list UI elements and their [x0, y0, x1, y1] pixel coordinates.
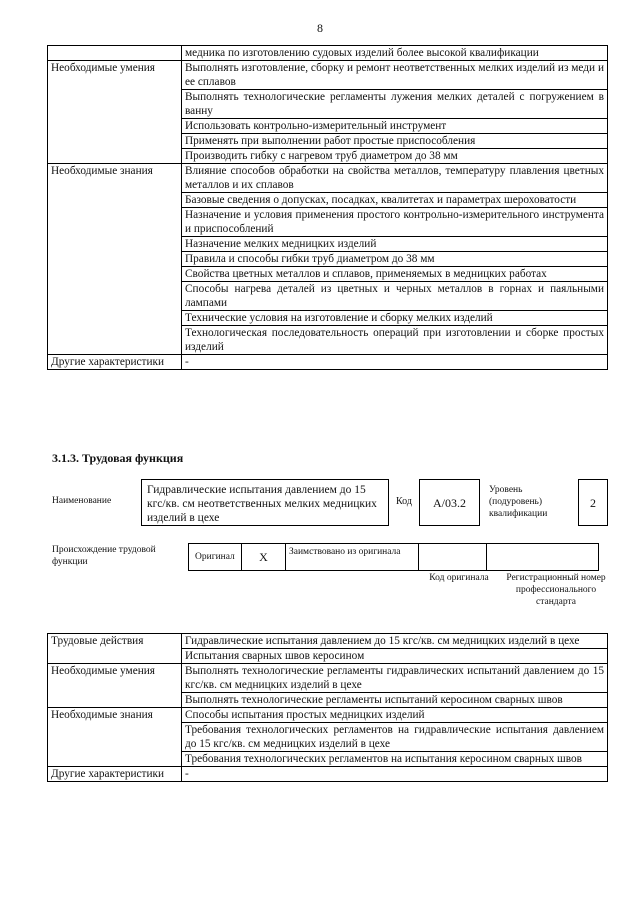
- row-item: Испытания сварных швов керосином: [182, 649, 608, 664]
- row-label: Необходимые знания: [48, 708, 182, 767]
- row-item: Способы испытания простых медницких изделий: [182, 708, 608, 723]
- competency-table-2: [47, 633, 608, 782]
- reg-number-caption: Регистрационный номер профессионального стандарта: [506, 573, 606, 607]
- table-row: [48, 46, 608, 61]
- row-item: медника по изготовлению судовых изделий более высокой квалификации: [182, 46, 608, 61]
- row-label: Необходимые умения: [48, 61, 182, 164]
- table-row: [48, 708, 608, 723]
- origin-label: Происхождение трудовой функции: [52, 545, 156, 567]
- kod-original-caption: Код оригинала: [429, 573, 489, 583]
- function-name-box: Гидравлические испытания давлением до 15 кгс/кв. см неответственных мелких медницких изделий в цехе: [141, 479, 389, 526]
- row-item: Базовые сведения о допусках, посадках, квалитетах и параметрах шероховатости: [182, 193, 608, 208]
- row-item: Производить гибку с нагревом труб диаметром до 38 мм: [182, 149, 608, 164]
- reg-number-cell: [486, 543, 599, 571]
- row-item: Выполнять технологические регламенты лужения мелких деталей с погружением в ванну: [182, 90, 608, 119]
- code-label: Код: [396, 496, 412, 507]
- row-item: Выполнять технологические регламенты гидравлических испытаний давлением до 15 кгс/кв. см медницких изделий в цехе: [182, 664, 608, 693]
- table-row: [48, 61, 608, 90]
- table-row: [48, 634, 608, 649]
- row-item: Свойства цветных металлов и сплавов, применяемых в медницких работах: [182, 267, 608, 282]
- code-box: А/03.2: [419, 479, 480, 526]
- row-item: Требования технологических регламентов на испытания керосином сварных швов: [182, 752, 608, 767]
- kod-original-cell: [418, 543, 487, 571]
- row-item: -: [182, 355, 608, 370]
- level-label: Уровень (подуровень) квалификации: [489, 485, 548, 519]
- section-title: 3.1.3. Трудовая функция: [52, 451, 184, 465]
- table-row: [48, 355, 608, 370]
- level-box: 2: [578, 479, 608, 526]
- row-item: Способы нагрева деталей из цветных и черных металлов в горнах и паяльными лампами: [182, 282, 608, 311]
- row-item: Назначение мелких медницких изделий: [182, 237, 608, 252]
- table-row: [48, 664, 608, 693]
- row-item: Выполнять технологические регламенты испытаний керосином сварных швов: [182, 693, 608, 708]
- row-item: Требования технологических регламентов на гидравлические испытания давлением до 15 кгс/кв. см медницких изделий в цехе: [182, 723, 608, 752]
- row-label: Другие характеристики: [48, 767, 182, 782]
- name-label: Наименование: [52, 496, 112, 506]
- row-label: Другие характеристики: [48, 355, 182, 370]
- row-label: Необходимые знания: [48, 164, 182, 355]
- row-item: Влияние способов обработки на свойства металлов, температуру плавления цветных металлов и их сплавов: [182, 164, 608, 193]
- row-label: Необходимые умения: [48, 664, 182, 708]
- row-label: Трудовые действия: [48, 634, 182, 664]
- row-item: Назначение и условия применения простого контрольно-измерительного инструмента и приспособлений: [182, 208, 608, 237]
- row-item: -: [182, 767, 608, 782]
- origin-original-cell: Оригинал: [188, 543, 242, 571]
- table-row: [48, 767, 608, 782]
- table-row: [48, 164, 608, 193]
- row-item: Технические условия на изготовление и сборку мелких изделий: [182, 311, 608, 326]
- row-item: Гидравлические испытания давлением до 15 кгс/кв. см медницких изделий в цехе: [182, 634, 608, 649]
- row-item: Использовать контрольно-измерительный инструмент: [182, 119, 608, 134]
- origin-row: [189, 543, 599, 571]
- origin-mark-cell: X: [241, 543, 286, 571]
- row-item: Выполнять изготовление, сборку и ремонт неответственных мелких изделий из меди и ее сплавов: [182, 61, 608, 90]
- row-item: Технологическая последовательность операций при изготовлении и сборке простых изделий: [182, 326, 608, 355]
- row-label: [48, 46, 182, 61]
- competency-table-1: [47, 45, 608, 370]
- origin-borrowed-cell: Заимствовано из оригинала: [285, 543, 419, 571]
- row-item: Применять при выполнении работ простые приспособления: [182, 134, 608, 149]
- page-number: 8: [317, 21, 323, 35]
- row-item: Правила и способы гибки труб диаметром до 38 мм: [182, 252, 608, 267]
